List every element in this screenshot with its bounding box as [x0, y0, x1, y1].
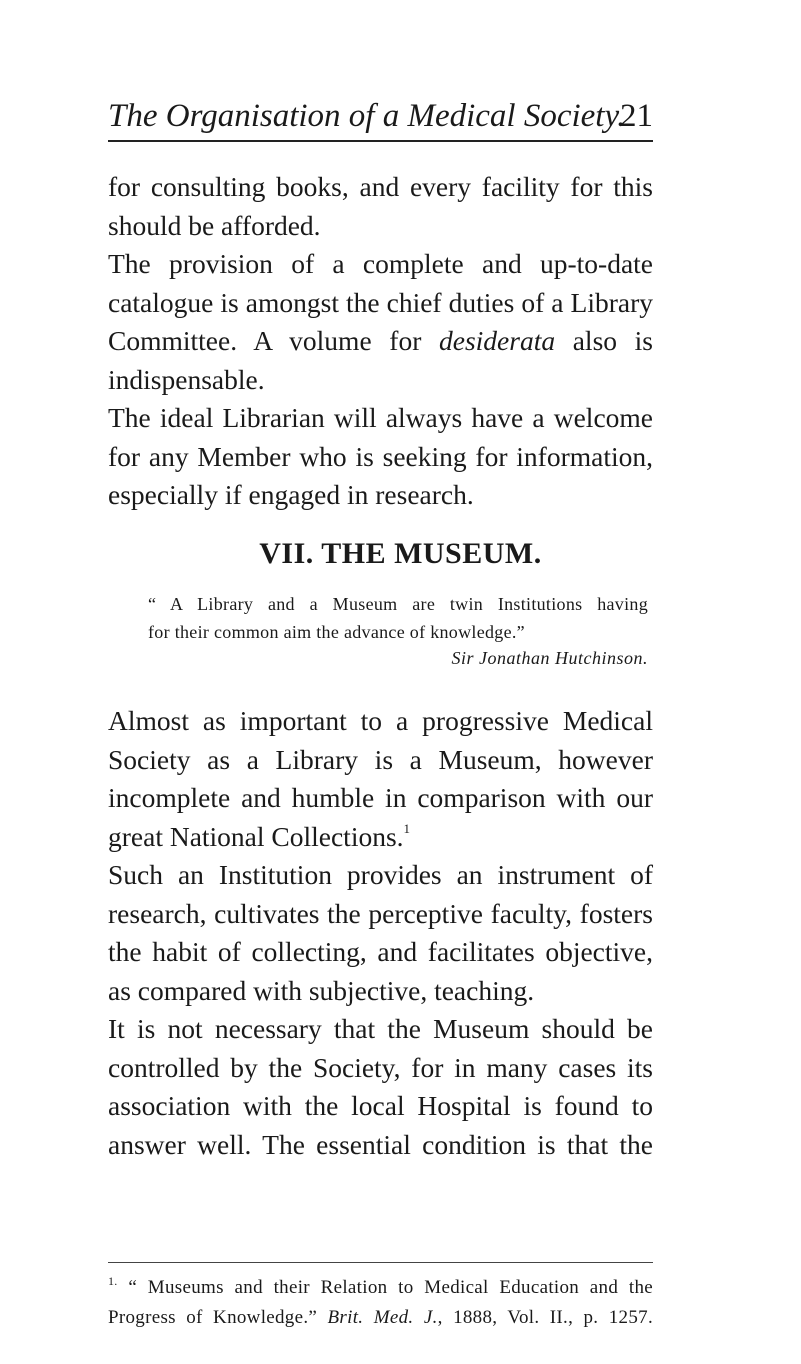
text-line: “ A Library and a Museum are twin Institutions having — [148, 594, 648, 614]
text-line: It is not necessary that the Museum should be — [108, 1013, 653, 1044]
text-line — [108, 322, 653, 361]
paragraph-library-facility — [108, 168, 653, 245]
text-line: Such an Institution provides an instrument of — [108, 859, 653, 890]
text-line: should be afforded. — [108, 209, 321, 241]
footnote — [108, 1273, 653, 1333]
text-line — [108, 1273, 653, 1303]
page-number: 21 — [620, 98, 653, 134]
text-run: Committee. A volume for — [108, 325, 439, 356]
text-line: indispensable. — [108, 363, 265, 395]
text-line: The provision of a complete and up-to-date — [108, 248, 653, 279]
text-line: especially if engaged in research. — [108, 479, 474, 510]
text-run: , 1888, Vol. II., p. 1257. — [437, 1307, 653, 1328]
text-run: also is — [555, 325, 653, 356]
text-line: as compared with subjective, teaching. — [108, 974, 535, 1006]
emphasis-journal: Brit. Med. J. — [327, 1307, 438, 1328]
text-line: for their common aim the advance of knowledge.” — [148, 622, 525, 642]
epigraph-attribution: Sir Jonathan Hutchinson. — [451, 648, 648, 668]
epigraph-quote — [148, 590, 648, 646]
header-rule — [108, 140, 653, 142]
text-line: controlled by the Society, for in many cases its — [108, 1051, 653, 1083]
paragraph-control — [108, 1010, 653, 1164]
text-line: The ideal Librarian will always have a welcome — [108, 402, 653, 433]
emphasis-desiderata: desiderata — [438, 325, 556, 356]
text-run: great National Collections. — [108, 820, 404, 852]
text-line: catalogue is amongst the chief duties of a Library — [108, 286, 653, 318]
text-line: Almost as important to a progressive Medical — [108, 705, 653, 736]
text-line: Society as a Library is a Museum, however — [108, 743, 653, 775]
paragraph-catalogue — [108, 245, 653, 399]
text-line: for any Member who is seeking for information, — [108, 440, 653, 472]
text-run: “ Museums and their Relation to Medical Education and the — [128, 1277, 653, 1298]
text-line: for consulting books, and every facility for this — [108, 171, 653, 202]
text-line: research, cultivates the perceptive faculty, fosters — [108, 897, 653, 929]
text-line: the habit of collecting, and facilitates objective, — [108, 936, 653, 967]
paragraph-institution — [108, 856, 653, 1010]
running-header — [108, 96, 653, 142]
running-title: The Organisation of a Medical Society. — [108, 98, 626, 134]
text-line — [108, 818, 653, 857]
text-run: Progress of Knowledge.” — [108, 1307, 328, 1328]
text-line — [108, 1303, 653, 1333]
text-line: association with the local Hospital is found to — [108, 1090, 653, 1121]
section-heading: VII. THE MUSEUM. — [259, 537, 542, 570]
paragraph-librarian — [108, 399, 653, 515]
footnote-mark: 1. — [108, 1274, 118, 1288]
paragraph-museum-importance — [108, 702, 653, 856]
text-line: incomplete and humble in comparison with our — [108, 782, 653, 813]
text-line: answer well. The essential condition is that the — [108, 1128, 653, 1160]
footnote-reference: 1 — [403, 820, 411, 836]
footnote-rule — [108, 1262, 653, 1263]
